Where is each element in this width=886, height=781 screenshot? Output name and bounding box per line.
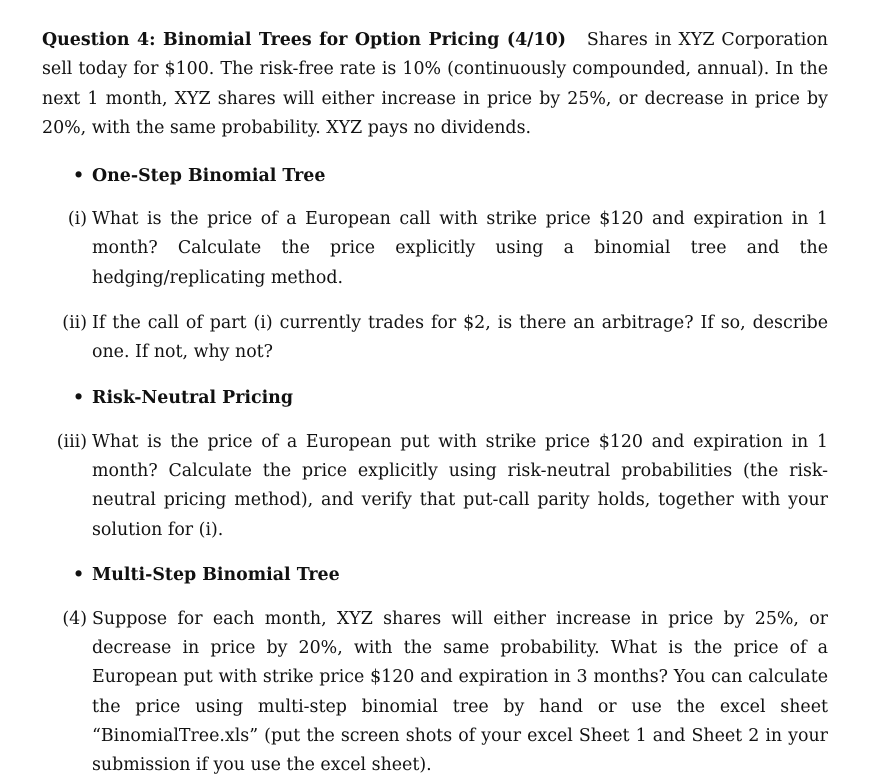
part-label: (4) [62, 608, 87, 629]
part-i [42, 205, 828, 293]
part-text: What is the price of a European call with strike price $120 and expiration in 1 month? Calculate the price explicitly using a binomial tree and the hedging/replicating method. [92, 209, 828, 288]
section-heading-risk-neutral [42, 384, 828, 413]
part-iii [42, 428, 828, 545]
part-ii [42, 309, 828, 368]
part-text: If the call of part (i) currently trades for $2, is there an arbitrage? If so, describe one. If not, why not? [92, 313, 828, 363]
question-title: Question 4: Binomial Trees for Option Pricing (4/10) [42, 30, 566, 50]
question-intro-text: Shares in XYZ Corporation sell today for $100. The risk-free rate is 10% (continuously compounded, annual). In the next 1 month, XYZ shares will either increase in price by 25%, or decrease in price by 20%, with the same probability. XYZ pays no dividends. [42, 30, 828, 138]
section-heading-one-step [42, 162, 828, 191]
part-label: (iii) [56, 431, 87, 452]
section-heading-text: One-Step Binomial Tree [92, 166, 326, 187]
part-label: (ii) [62, 313, 87, 334]
bullet-icon: • [73, 564, 85, 585]
section-heading-multi-step [42, 561, 828, 590]
question-intro [42, 26, 828, 143]
bullet-icon: • [73, 387, 85, 408]
section-heading-text: Multi-Step Binomial Tree [92, 564, 340, 585]
section-heading-text: Risk-Neutral Pricing [92, 387, 293, 408]
bullet-icon: • [73, 166, 85, 187]
part-label: (i) [67, 209, 87, 230]
part-4 [42, 605, 828, 781]
part-text: Suppose for each month, XYZ shares will either increase in price by 25%, or decrease in price by 20%, with the same probability. What is the price of a European put with strike price $120 and expiration in 3 months? You can calculate the price using multi-step binomial tree by hand or use the excel sheet “BinomialTree.xls” (put the screen shots of your excel Sheet 1 and Sheet 2 in your submission if you use the excel sheet). [92, 608, 828, 776]
question-block [42, 26, 828, 781]
part-text: What is the price of a European put with strike price $120 and expiration in 1 month? Calculate the price explicitly using risk-neutral probabilities (the risk-neutral pricing method), and verify that put-call parity holds, together with your solution for (i). [92, 431, 828, 540]
